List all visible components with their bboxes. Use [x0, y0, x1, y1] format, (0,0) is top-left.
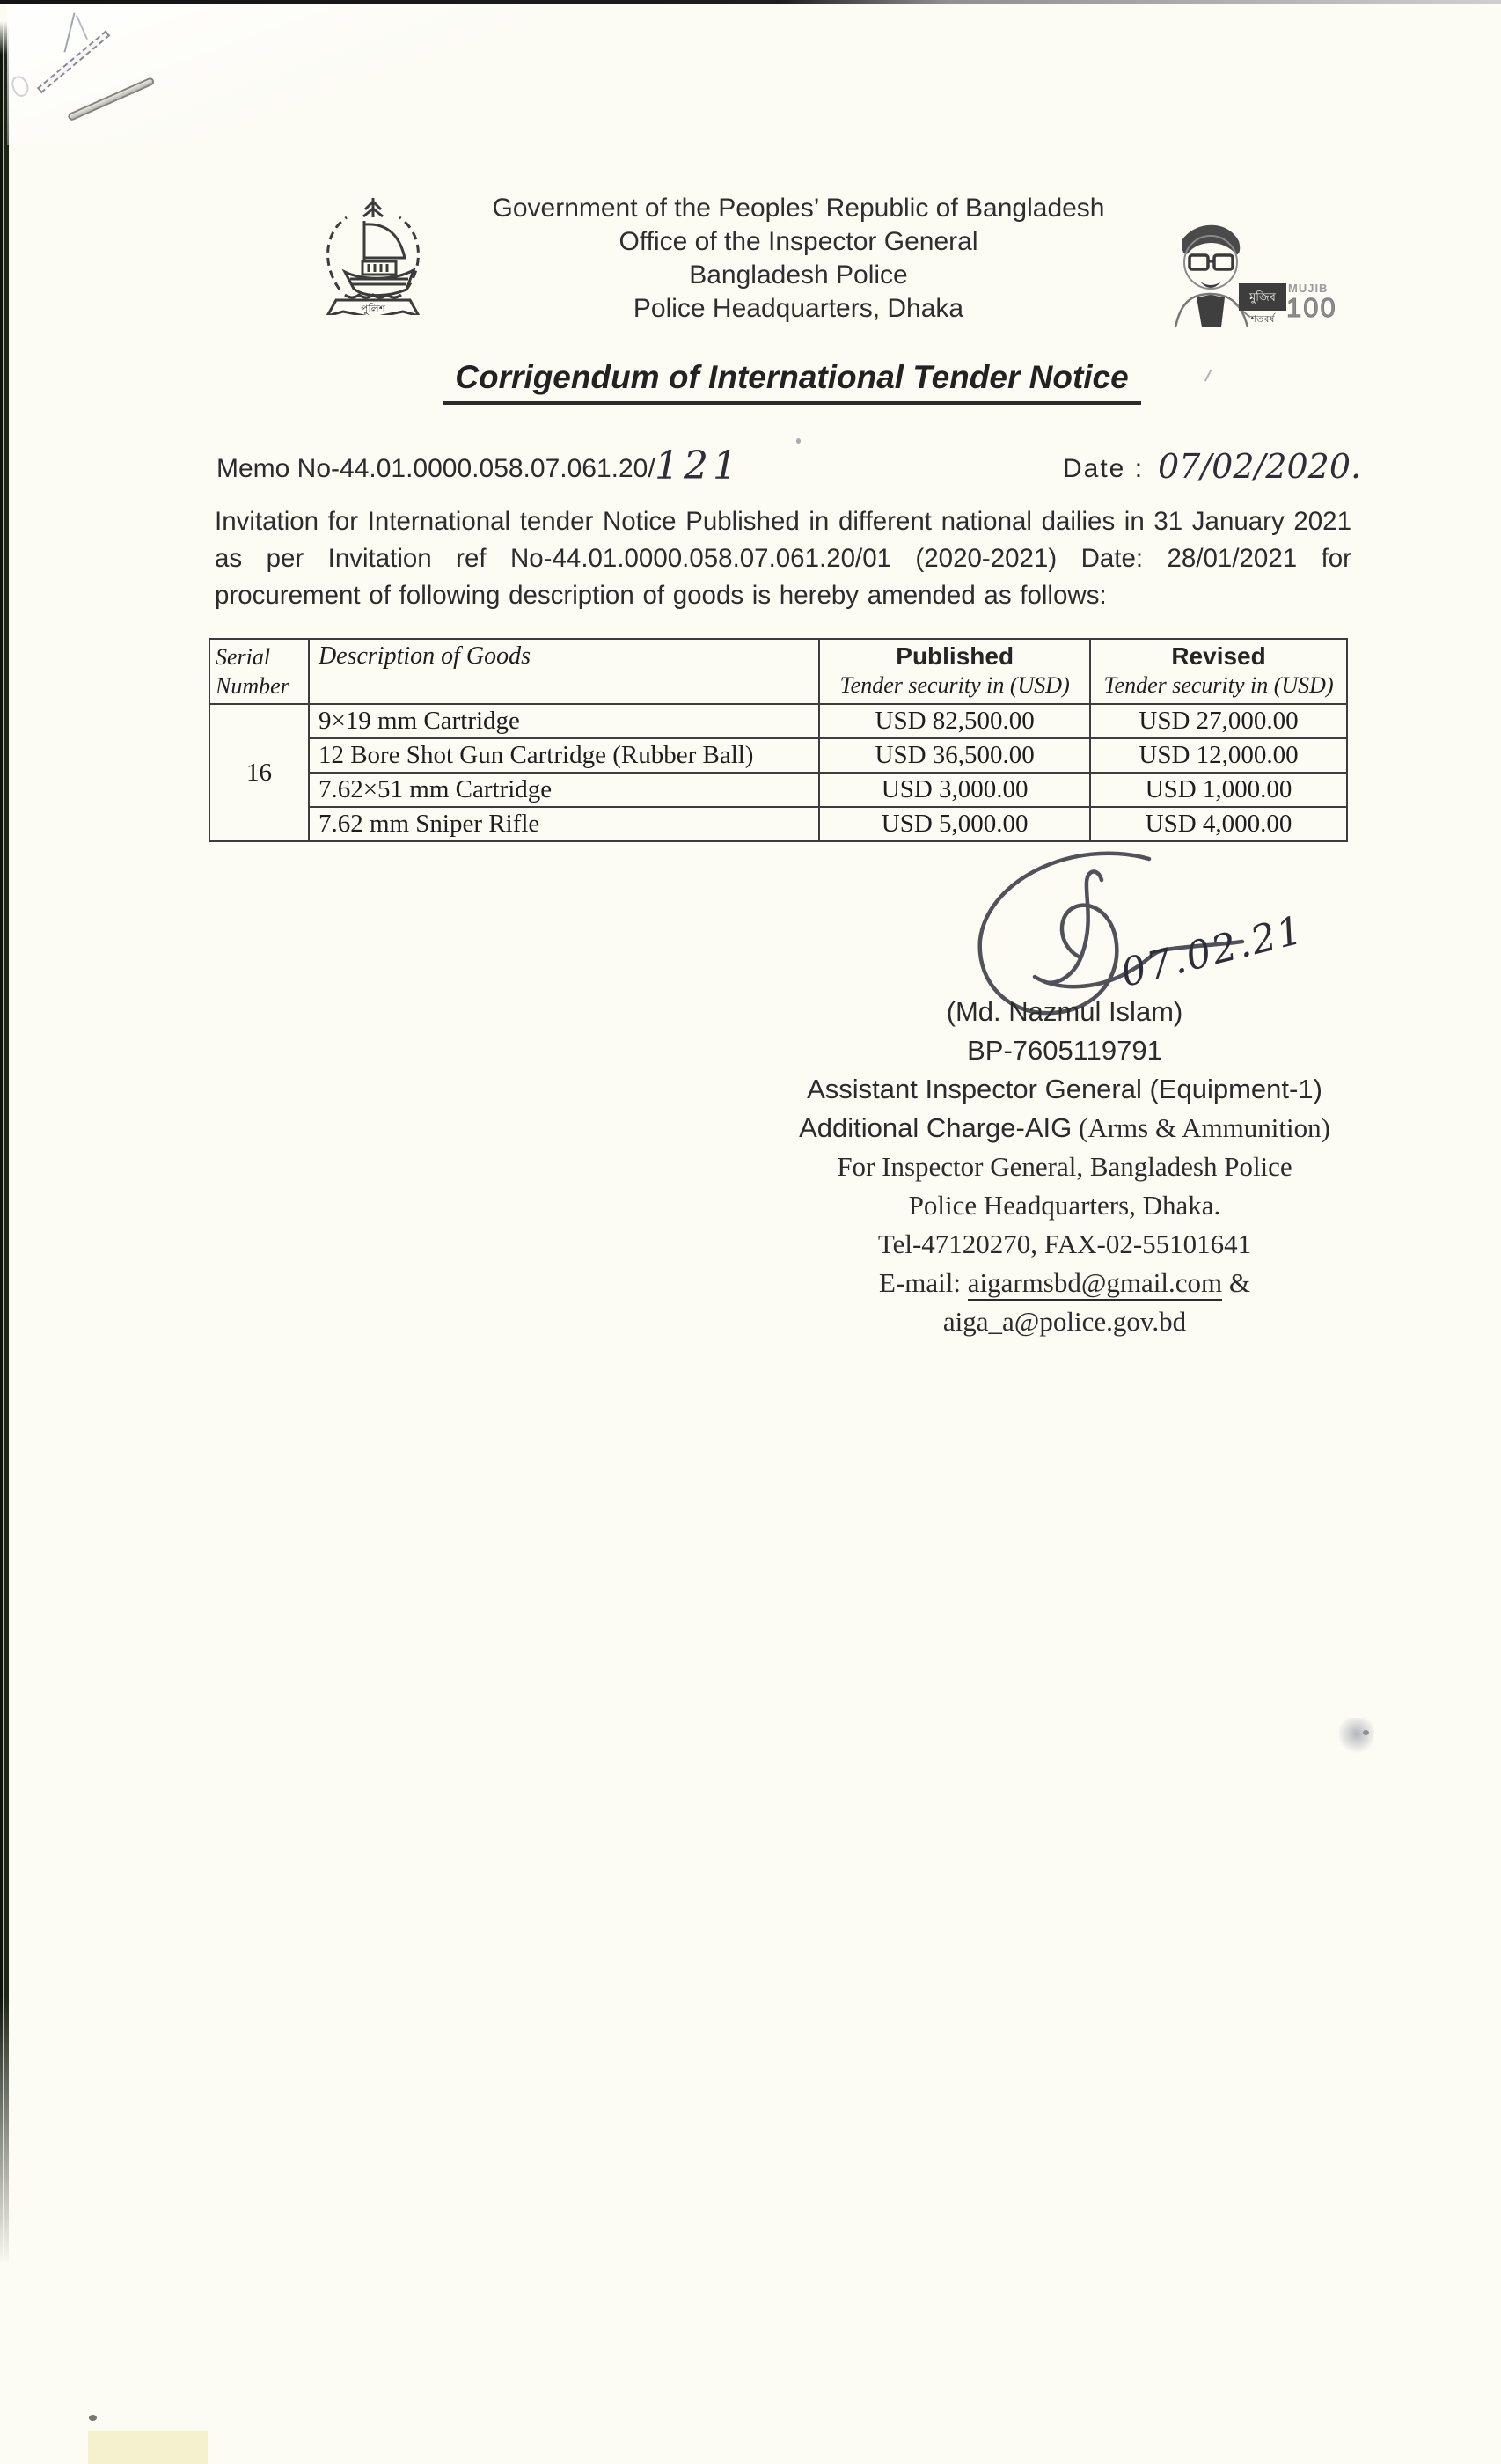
sticky-note-residue	[88, 2431, 208, 2464]
signatory-bp-number: BP-7605119791	[967, 1035, 1162, 1066]
signatory-title-2-part1: Additional Charge-AIG	[799, 1112, 1073, 1143]
header-line-2: Office of the Inspector General	[619, 227, 978, 256]
contact-email-line	[757, 1264, 1373, 1302]
signatory-title-2-part2: (Arms & Ammunition)	[1072, 1112, 1330, 1143]
memo-number-label: Memo No-44.01.0000.058.07.061.20/	[216, 454, 655, 483]
tender-security-table	[209, 638, 1348, 842]
description-cell-1: 9×19 mm Cartridge	[309, 704, 819, 738]
serial-number-cell: 16	[209, 704, 309, 841]
document-title: Corrigendum of International Tender Notice	[443, 359, 1140, 405]
header-line-3: Bangladesh Police	[689, 260, 908, 290]
header-line-4: Police Headquarters, Dhaka	[633, 294, 964, 323]
revised-cell-1: USD 27,000.00	[1090, 704, 1347, 738]
revised-sub-label: Tender security in (USD)	[1103, 672, 1334, 698]
ink-smudge-dot	[1363, 1730, 1369, 1735]
revised-label: Revised	[1171, 642, 1266, 670]
ink-smudge	[1339, 1718, 1374, 1756]
contact-phone-fax: Tel-47120270, FAX-02-55101641	[877, 1228, 1252, 1259]
signatory-title-2	[757, 1109, 1373, 1148]
date-value-handwritten: 07/02/2020.	[1158, 447, 1362, 486]
title-row	[211, 359, 1373, 405]
signature-date-handwritten: 07.02.21	[1116, 907, 1308, 996]
memo-line	[216, 444, 1378, 502]
published-cell-4: USD 5,000.00	[819, 807, 1090, 841]
email-label: E-mail:	[878, 1267, 968, 1298]
email-joiner: &	[1222, 1267, 1250, 1298]
letterhead	[370, 192, 1227, 326]
mujib-100-text: 100	[1286, 292, 1337, 323]
column-header-revised	[1091, 640, 1346, 700]
memo-number-handwritten: 121	[655, 444, 742, 488]
signature-block	[757, 993, 1373, 1341]
description-cell-4: 7.62 mm Sniper Rifle	[309, 807, 819, 841]
revised-cell-3: USD 1,000.00	[1090, 773, 1347, 807]
published-sub-label: Tender security in (USD)	[839, 672, 1070, 698]
column-header-description: Description of Goods	[318, 642, 531, 670]
mujib-latin-text: MUJIB	[1288, 282, 1329, 295]
published-cell-1: USD 82,500.00	[819, 704, 1090, 738]
published-cell-3: USD 3,000.00	[819, 773, 1090, 807]
table-row	[209, 773, 1347, 807]
header-line-1: Government of the Peoples’ Republic of Bangladesh	[492, 194, 1105, 223]
signatory-name: (Md. Nazmul Islam)	[946, 996, 1183, 1027]
scan-corner-highlight	[7, 4, 535, 145]
revised-cell-2: USD 12,000.00	[1090, 738, 1347, 773]
mujib-bangla-centenary-text: শতবর্ষ	[1250, 314, 1275, 325]
published-label: Published	[896, 642, 1014, 670]
column-header-published	[820, 640, 1089, 700]
paper-speck	[89, 2415, 97, 2421]
signatory-title-1: Assistant Inspector General (Equipment-1)	[807, 1074, 1322, 1104]
signatory-title-3: For Inspector General, Bangladesh Police	[837, 1151, 1292, 1182]
body-paragraph: Invitation for International tender Notice Published in different national dailies in 31 January 2021 as per Invitation ref No-44.01.0000.058.07.061.20/01 (2020-2021) Date: 28/01/2021 for procurement of following description of goods is hereby amended as follows:	[215, 507, 1351, 610]
mujib-bangla-name-box: মুজিব	[1239, 283, 1286, 311]
email-address-1: aigarmsbd@gmail.com	[968, 1267, 1222, 1301]
ink-dot-mark	[796, 438, 801, 444]
revised-cell-4: USD 4,000.00	[1090, 807, 1347, 841]
table-row	[209, 807, 1347, 841]
scan-left-edge-shadow	[0, 21, 9, 2265]
mujib-100-logo	[1163, 216, 1339, 340]
table-row	[209, 704, 1347, 738]
table-row	[209, 738, 1347, 773]
published-cell-2: USD 36,500.00	[819, 738, 1090, 773]
column-header-serial-number: Serial Number	[216, 644, 289, 699]
description-cell-3: 7.62×51 mm Cartridge	[309, 773, 819, 807]
date-label: Date :	[1063, 454, 1145, 483]
email-address-2: aiga_a@police.gov.bd	[942, 1306, 1187, 1337]
signatory-title-4: Police Headquarters, Dhaka.	[908, 1190, 1221, 1221]
description-cell-2: 12 Bore Shot Gun Cartridge (Rubber Ball)	[309, 738, 819, 773]
police-banner-bangla-text: পুলিশ	[361, 303, 385, 315]
table-header-row	[209, 639, 1347, 704]
